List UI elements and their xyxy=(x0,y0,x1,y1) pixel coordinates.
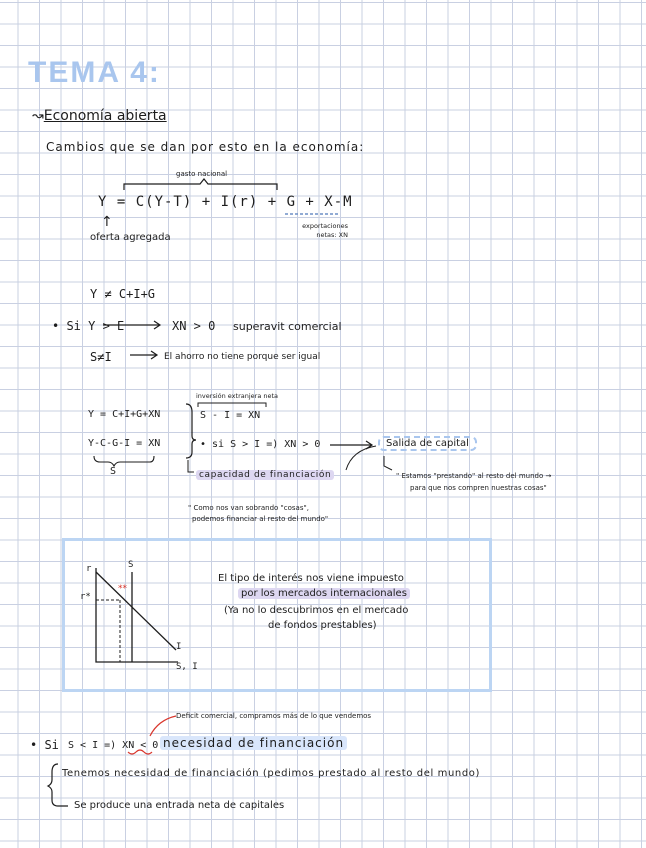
red-arrow xyxy=(150,716,176,736)
bottom-brace xyxy=(48,764,68,806)
como-nos-1: " Como nos van sobrando "cosas", xyxy=(188,504,309,512)
eq-sys-1: Y = C+I+G+XN xyxy=(88,409,161,420)
tipo-line-3: (Ya no lo descubrimos en el mercado xyxy=(224,605,409,616)
arrow-yE xyxy=(103,321,160,329)
arrow-SI xyxy=(130,351,157,359)
gasto-nacional-label: gasto nacional xyxy=(176,170,228,178)
graph-note: ** xyxy=(118,584,127,594)
hook-cap xyxy=(188,460,194,472)
xn-gt-0: XN > 0 xyxy=(172,319,216,333)
ahorro-text: El ahorro no tiene porque ser igual xyxy=(164,352,321,362)
s-lt-i: S < I =) XN < 0 xyxy=(68,740,159,751)
capacidad-text: capacidad de financiación xyxy=(196,470,334,480)
arrow-cap-salida xyxy=(346,446,376,470)
graph-i-line xyxy=(96,572,176,650)
graph-axes xyxy=(96,568,178,662)
intro-text: Cambios que se dan por esto en la economía: xyxy=(46,140,365,154)
necesidad-text: necesidad de financiación xyxy=(160,736,347,750)
s-brace xyxy=(94,456,154,466)
inversion-label: inversión extranjera neta xyxy=(196,392,279,400)
tenemos-text: Tenemos necesidad de financiación (pedimos prestado al resto del mundo) xyxy=(62,768,480,779)
si-y-gt-e: • Si Y > E xyxy=(52,319,125,333)
gasto-brace xyxy=(124,179,277,190)
arrow-up-icon: ↑ xyxy=(101,214,113,230)
arrow-salida xyxy=(330,441,372,449)
main-equation: Y = C(Y-T) + I(r) + G + X-M xyxy=(98,194,353,210)
se-produce-text: Se produce una entrada neta de capitales xyxy=(74,800,285,811)
eq-sys-2: Y-C-G-I = XN xyxy=(88,438,161,449)
s-neq-i: S≠I xyxy=(90,350,112,364)
tipo-line-2: por los mercados internacionales xyxy=(238,588,410,599)
red-squiggle xyxy=(128,750,152,754)
deficit-note: Deficit comercial, compramos más de lo que vendemos xyxy=(176,712,372,720)
oferta-label: oferta agregada xyxy=(90,232,171,243)
s-minus-i: S - I = XN xyxy=(200,410,261,421)
superavit-text: superavit comercial xyxy=(233,320,342,333)
estamos-prestando-2: para que nos compren nuestras cosas" xyxy=(410,484,547,492)
si-s-gt-i: • si S > I =) XN > 0 xyxy=(200,439,321,450)
page-title: TEMA 4: xyxy=(28,56,161,89)
si-bottom: • Si xyxy=(30,738,59,752)
graph-rstar-label: r* xyxy=(80,592,91,602)
salida-capital: Salida de capital xyxy=(378,438,477,449)
graph-i-label: I xyxy=(176,642,182,652)
tipo-line-4: de fondos prestables) xyxy=(268,620,377,631)
tipo-line-1: El tipo de interés nos viene impuesto xyxy=(218,573,404,584)
system-brace xyxy=(186,404,196,458)
ineq-line: Y ≠ C+I+G xyxy=(90,287,156,301)
section-title: Economía abierta xyxy=(43,108,167,124)
eq-sys-s: S xyxy=(110,466,117,477)
graph-axis-label: S, I xyxy=(176,662,198,672)
estamos-prestando-1: " Estamos "prestando" al resto del mundo → xyxy=(396,472,552,480)
inversion-brace xyxy=(198,403,266,407)
hook-salida xyxy=(384,456,392,470)
graph-s-label: S xyxy=(128,560,134,570)
graph-r-label: r xyxy=(86,564,92,574)
como-nos-2: podemos financiar al resto del mundo" xyxy=(192,515,329,523)
arrow-icon: ↝ xyxy=(32,108,44,124)
exportaciones-label: exportaciones netas: XN xyxy=(302,222,348,239)
graph xyxy=(96,568,178,662)
